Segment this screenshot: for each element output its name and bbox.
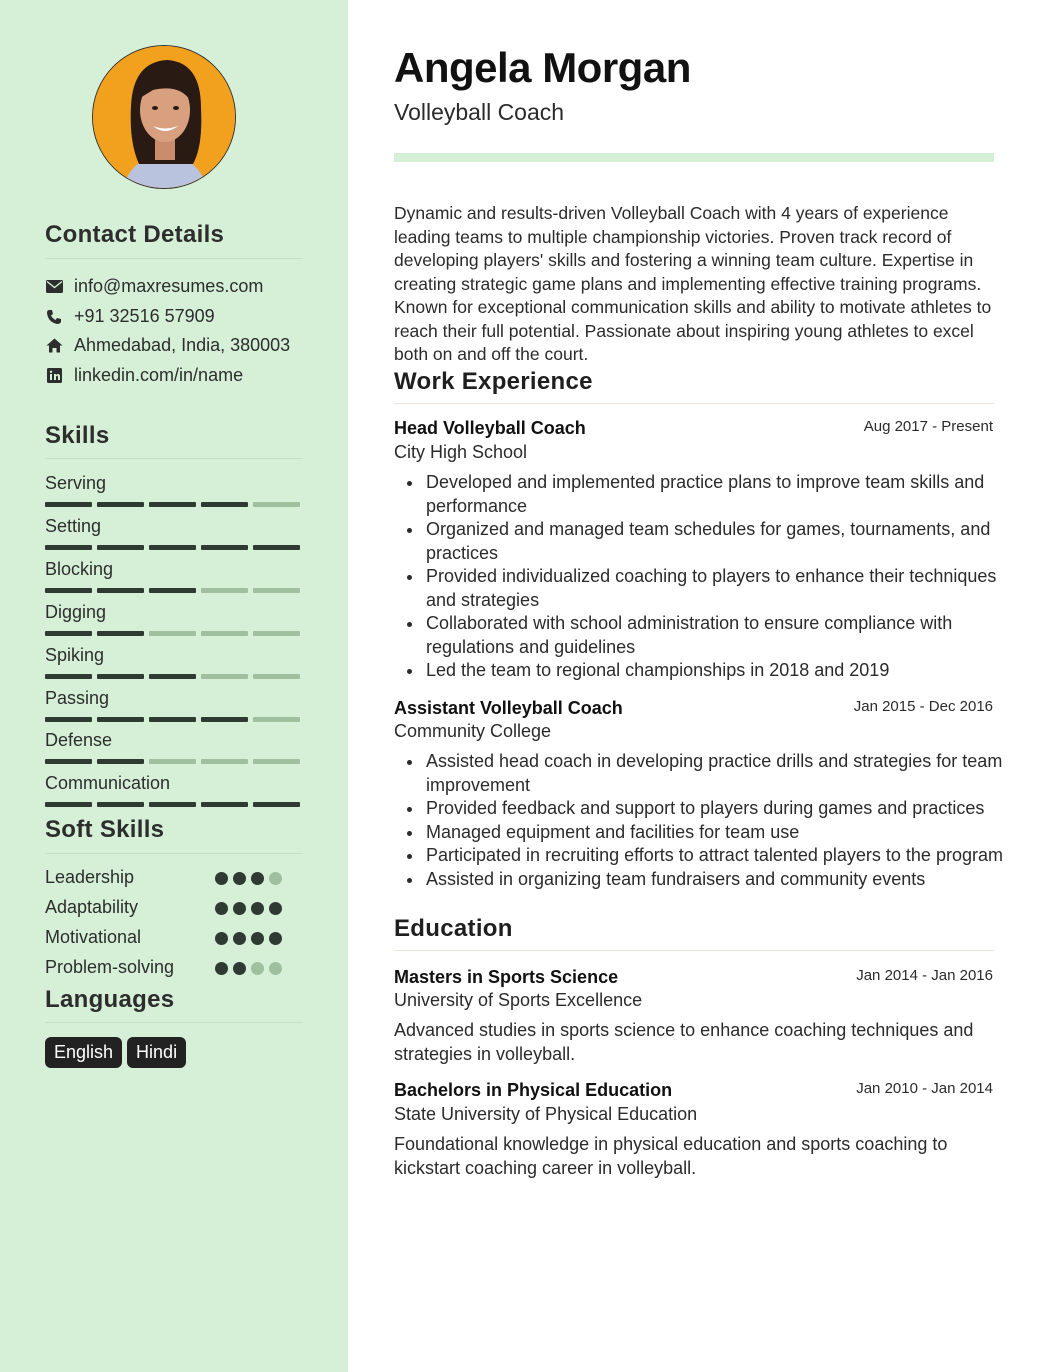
language-chip: Hindi	[127, 1037, 186, 1068]
skill-level-segment	[201, 674, 248, 679]
profile-photo-illustration	[93, 46, 236, 189]
skill-level-segment	[201, 588, 248, 593]
skill-level-segment	[45, 717, 92, 722]
skill-level-segment	[253, 588, 300, 593]
skill-level-segment	[149, 502, 196, 507]
job-organization: Community College	[394, 721, 552, 741]
linkedin-icon	[45, 367, 63, 385]
skill-level-segment	[97, 759, 144, 764]
school-name: University of Sports Excellence	[394, 990, 643, 1010]
contact-details-heading: Contact Details	[45, 221, 225, 248]
skill-level-segment	[149, 717, 196, 722]
list-item: Provided individualized coaching to players to enhance their techniques and strategies	[426, 565, 1004, 612]
rating-dot	[233, 932, 246, 945]
skill-name: Spiking	[45, 645, 105, 665]
skill-name: Serving	[45, 473, 107, 493]
skill-name: Communication	[45, 773, 171, 793]
skill-level-segment	[149, 631, 196, 636]
skill-level-bar	[45, 759, 300, 764]
job-date: Aug 2017 - Present	[863, 418, 993, 435]
skill-level-bar	[45, 674, 300, 679]
skill-level-bar	[45, 717, 300, 722]
rating-dot	[215, 902, 228, 915]
skill-level-segment	[149, 674, 196, 679]
contact-email-text: info@maxresumes.com	[74, 276, 264, 296]
rating-dot	[269, 962, 282, 975]
contact-linkedin-text: linkedin.com/in/name	[74, 365, 244, 385]
soft-skills-heading: Soft Skills	[45, 816, 165, 843]
rating-dot	[269, 902, 282, 915]
skill-name: Defense	[45, 730, 113, 750]
skill-level-segment	[45, 631, 92, 636]
school-name: State University of Physical Education	[394, 1104, 698, 1124]
work-divider	[394, 403, 994, 404]
sidebar	[0, 0, 348, 1372]
skill-level-segment	[97, 674, 144, 679]
job-date: Jan 2015 - Dec 2016	[853, 698, 993, 715]
skill-level-segment	[253, 717, 300, 722]
skill-level-segment	[149, 588, 196, 593]
contact-divider	[45, 258, 303, 259]
skill-level-segment	[97, 545, 144, 550]
skill-level-segment	[45, 502, 92, 507]
rating-dot	[251, 962, 264, 975]
rating-dot	[215, 962, 228, 975]
contact-address-text: Ahmedabad, India, 380003	[74, 335, 291, 355]
skill-name: Setting	[45, 516, 102, 536]
rating-dot	[251, 872, 264, 885]
skill-level-segment	[97, 631, 144, 636]
languages-list	[45, 1037, 191, 1068]
skill-level-segment	[201, 802, 248, 807]
skill-level-bar	[45, 802, 300, 807]
skill-level-segment	[149, 759, 196, 764]
list-item: Collaborated with school administration to ensure compliance with regulations and guidelines	[426, 612, 1004, 659]
candidate-role: Volleyball Coach	[394, 99, 565, 125]
soft-skill-rating	[215, 932, 282, 945]
skill-level-segment	[45, 588, 92, 593]
soft-skill-rating	[215, 902, 282, 915]
professional-summary: Dynamic and results-driven Volleyball Coach with 4 years of experience leading teams to multiple championship victories. Proven track record of developing players' skills and fostering a winning team culture. Expertise in creating strategic game plans and implementing effective training programs. Known for exceptional communication skills and ability to motivate athletes to reach their full potential. Passionate about inspiring young athletes to excel both on and off the court.	[394, 203, 992, 364]
phone-icon	[45, 308, 63, 326]
job-responsibilities	[426, 471, 1004, 683]
job-title: Assistant Volleyball Coach	[394, 698, 623, 718]
languages-divider	[45, 1022, 303, 1023]
soft-skill-rating	[215, 872, 282, 885]
skill-level-segment	[97, 502, 144, 507]
skill-level-segment	[201, 631, 248, 636]
skill-level-segment	[97, 717, 144, 722]
soft-skill-rating	[215, 962, 282, 975]
skill-level-segment	[253, 802, 300, 807]
contact-phone-text: +91 32516 57909	[74, 306, 215, 326]
skill-level-segment	[253, 502, 300, 507]
contact-address	[45, 335, 290, 356]
soft-skill-name: Adaptability	[45, 897, 139, 917]
job-title: Head Volleyball Coach	[394, 418, 586, 438]
rating-dot	[269, 932, 282, 945]
list-item: Led the team to regional championships in 2018 and 2019	[426, 659, 1004, 683]
skill-level-segment	[45, 759, 92, 764]
skill-level-segment	[253, 631, 300, 636]
skill-level-segment	[253, 545, 300, 550]
skill-level-segment	[201, 545, 248, 550]
skill-level-segment	[253, 759, 300, 764]
rating-dot	[215, 932, 228, 945]
skill-level-bar	[45, 588, 300, 593]
rating-dot	[233, 872, 246, 885]
soft-skill-name: Motivational	[45, 927, 142, 947]
job-organization: City High School	[394, 442, 528, 462]
profile-photo	[92, 45, 236, 189]
skill-level-segment	[97, 588, 144, 593]
skill-name: Digging	[45, 602, 107, 622]
list-item: Participated in recruiting efforts to attract talented players to the program	[426, 844, 1004, 868]
languages-heading: Languages	[45, 986, 175, 1013]
skills-divider	[45, 458, 303, 459]
contact-linkedin[interactable]	[45, 365, 243, 386]
skill-level-bar	[45, 502, 300, 507]
header-accent-bar	[394, 153, 994, 162]
skill-level-segment	[201, 502, 248, 507]
soft-skill-name: Leadership	[45, 867, 135, 887]
job-responsibilities	[426, 750, 1004, 891]
rating-dot	[251, 902, 264, 915]
skill-level-segment	[45, 802, 92, 807]
list-item: Developed and implemented practice plans to improve team skills and performance	[426, 471, 1004, 518]
skill-level-bar	[45, 631, 300, 636]
rating-dot	[251, 932, 264, 945]
education-heading: Education	[394, 915, 513, 942]
list-item: Assisted head coach in developing practice drills and strategies for team improvement	[426, 750, 1004, 797]
candidate-name: Angela Morgan	[394, 44, 691, 91]
skill-level-segment	[149, 545, 196, 550]
envelope-icon	[45, 278, 63, 296]
skill-level-segment	[253, 674, 300, 679]
skill-level-segment	[45, 674, 92, 679]
degree-description: Advanced studies in sports science to enhance coaching techniques and strategies in volleyball.	[394, 1020, 974, 1064]
rating-dot	[215, 872, 228, 885]
list-item: Organized and managed team schedules for games, tournaments, and practices	[426, 518, 1004, 565]
rating-dot	[233, 902, 246, 915]
education-divider	[394, 950, 994, 951]
list-item: Assisted in organizing team fundraisers and community events	[426, 868, 1004, 892]
degree-title: Masters in Sports Science	[394, 967, 619, 987]
skill-level-bar	[45, 545, 300, 550]
skill-level-segment	[45, 545, 92, 550]
degree-date: Jan 2010 - Jan 2014	[856, 1080, 993, 1097]
soft-skills-divider	[45, 853, 303, 854]
rating-dot	[269, 872, 282, 885]
home-icon	[45, 337, 63, 355]
rating-dot	[233, 962, 246, 975]
skill-level-segment	[97, 802, 144, 807]
degree-title: Bachelors in Physical Education	[394, 1080, 673, 1100]
skills-heading: Skills	[45, 422, 110, 449]
skill-level-segment	[201, 717, 248, 722]
contact-phone[interactable]	[45, 306, 215, 327]
skill-name: Passing	[45, 688, 110, 708]
skill-level-segment	[201, 759, 248, 764]
list-item: Provided feedback and support to players during games and practices	[426, 797, 1004, 821]
list-item: Managed equipment and facilities for team use	[426, 821, 1004, 845]
skill-name: Blocking	[45, 559, 114, 579]
degree-date: Jan 2014 - Jan 2016	[856, 967, 993, 984]
contact-email[interactable]	[45, 276, 263, 297]
work-experience-heading: Work Experience	[394, 368, 593, 395]
degree-description: Foundational knowledge in physical education and sports coaching to kickstart coaching career in volleyball.	[394, 1134, 948, 1178]
language-chip: English	[45, 1037, 122, 1068]
skill-level-segment	[149, 802, 196, 807]
soft-skill-name: Problem-solving	[45, 957, 175, 977]
